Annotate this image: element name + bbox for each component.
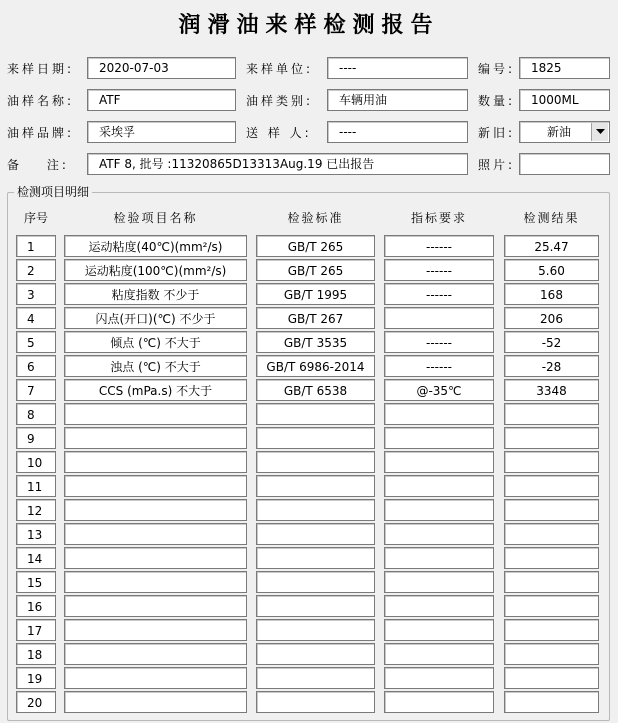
row-no-cell[interactable]: 19 xyxy=(16,667,56,689)
row-requirement-cell[interactable] xyxy=(384,547,494,569)
row-item-cell[interactable]: 闪点(开口)(℃) 不少于 xyxy=(64,307,247,329)
row-standard-cell[interactable]: GB/T 3535 xyxy=(256,331,375,353)
row-result-cell[interactable] xyxy=(504,667,599,689)
photo-label: 照片: xyxy=(478,158,516,172)
row-item-cell[interactable] xyxy=(64,643,247,665)
row-no-cell[interactable]: 18 xyxy=(16,643,56,665)
row-standard-cell[interactable] xyxy=(256,643,375,665)
quantity-label: 数量: xyxy=(478,94,516,108)
row-requirement-cell[interactable]: @-35℃ xyxy=(384,379,494,401)
row-item-cell[interactable] xyxy=(64,427,247,449)
row-item-cell[interactable]: 浊点 (℃) 不大于 xyxy=(64,355,247,377)
sender-input[interactable]: ---- xyxy=(327,121,468,143)
row-standard-cell[interactable] xyxy=(256,619,375,641)
row-requirement-cell[interactable]: ------ xyxy=(384,235,494,257)
row-requirement-cell[interactable] xyxy=(384,451,494,473)
row-no-cell[interactable]: 11 xyxy=(16,475,56,497)
row-item-cell[interactable]: 运动粘度(100℃)(mm²/s) xyxy=(64,259,247,281)
row-result-cell[interactable]: 25.47 xyxy=(504,235,599,257)
row-result-cell[interactable]: 5.60 xyxy=(504,259,599,281)
col-header-item: 检验项目名称 xyxy=(113,211,198,225)
condition-select-value: 新油 xyxy=(547,125,572,139)
row-standard-cell[interactable] xyxy=(256,499,375,521)
row-result-cell[interactable]: 3348 xyxy=(504,379,599,401)
sample-unit-input[interactable]: ---- xyxy=(327,57,468,79)
oil-brand-input[interactable]: 采埃孚 xyxy=(87,121,236,143)
row-no-cell[interactable]: 8 xyxy=(16,403,56,425)
row-result-cell[interactable] xyxy=(504,643,599,665)
row-requirement-cell[interactable] xyxy=(384,499,494,521)
row-item-cell[interactable] xyxy=(64,571,247,593)
row-result-cell[interactable]: -52 xyxy=(504,331,599,353)
oil-brand-label: 油样品牌: xyxy=(7,126,75,140)
row-no-cell[interactable]: 1 xyxy=(16,235,56,257)
row-no-cell[interactable]: 14 xyxy=(16,547,56,569)
sample-unit-label: 来样单位: xyxy=(246,62,314,76)
serial-no-label: 编号: xyxy=(478,62,516,76)
col-header-result: 检测结果 xyxy=(523,211,580,225)
row-requirement-cell[interactable] xyxy=(384,571,494,593)
row-standard-cell[interactable]: GB/T 6538 xyxy=(256,379,375,401)
dropdown-arrow-icon[interactable] xyxy=(591,123,608,141)
row-no-cell[interactable]: 17 xyxy=(16,619,56,641)
row-requirement-cell[interactable]: ------ xyxy=(384,355,494,377)
row-result-cell[interactable]: 206 xyxy=(504,307,599,329)
row-no-cell[interactable]: 15 xyxy=(16,571,56,593)
row-item-cell[interactable] xyxy=(64,523,247,545)
row-no-cell[interactable]: 13 xyxy=(16,523,56,545)
row-no-cell[interactable]: 2 xyxy=(16,259,56,281)
row-standard-cell[interactable] xyxy=(256,595,375,617)
oil-name-label: 油样名称: xyxy=(7,94,75,108)
row-item-cell[interactable]: 粘度指数 不少于 xyxy=(64,283,247,305)
row-result-cell[interactable]: 168 xyxy=(504,283,599,305)
sample-date-input[interactable]: 2020-07-03 xyxy=(87,57,236,79)
row-result-cell[interactable] xyxy=(504,403,599,425)
row-item-cell[interactable]: CCS (mPa.s) 不大于 xyxy=(64,379,247,401)
row-result-cell[interactable] xyxy=(504,475,599,497)
row-result-cell[interactable] xyxy=(504,595,599,617)
oil-category-input[interactable]: 车辆用油 xyxy=(327,89,468,111)
row-result-cell[interactable] xyxy=(504,571,599,593)
row-result-cell[interactable] xyxy=(504,547,599,569)
row-standard-cell[interactable] xyxy=(256,523,375,545)
row-item-cell[interactable] xyxy=(64,619,247,641)
row-standard-cell[interactable]: GB/T 265 xyxy=(256,259,375,281)
col-header-standard: 检验标准 xyxy=(287,211,344,225)
photo-input[interactable] xyxy=(519,153,610,175)
row-requirement-cell[interactable]: ------ xyxy=(384,331,494,353)
row-requirement-cell[interactable] xyxy=(384,403,494,425)
row-item-cell[interactable] xyxy=(64,667,247,689)
row-result-cell[interactable] xyxy=(504,619,599,641)
row-no-cell[interactable]: 3 xyxy=(16,283,56,305)
row-no-cell[interactable]: 12 xyxy=(16,499,56,521)
remarks-input[interactable]: ATF 8, 批号 :11320865D13313Aug.19 已出报告 xyxy=(87,153,468,175)
col-header-requirement: 指标要求 xyxy=(410,211,467,225)
row-requirement-cell[interactable]: ------ xyxy=(384,259,494,281)
row-standard-cell[interactable] xyxy=(256,547,375,569)
row-requirement-cell[interactable] xyxy=(384,643,494,665)
row-item-cell[interactable] xyxy=(64,403,247,425)
row-item-cell[interactable] xyxy=(64,499,247,521)
row-requirement-cell[interactable] xyxy=(384,523,494,545)
oil-name-input[interactable]: ATF xyxy=(87,89,236,111)
row-item-cell[interactable]: 倾点 (℃) 不大于 xyxy=(64,331,247,353)
row-item-cell[interactable] xyxy=(64,451,247,473)
row-item-cell[interactable]: 运动粘度(40℃)(mm²/s) xyxy=(64,235,247,257)
row-requirement-cell[interactable] xyxy=(384,307,494,329)
row-standard-cell[interactable] xyxy=(256,691,375,713)
row-item-cell[interactable] xyxy=(64,475,247,497)
row-requirement-cell[interactable]: ------ xyxy=(384,283,494,305)
details-group-title: 检测项目明细 xyxy=(14,185,92,199)
row-result-cell[interactable] xyxy=(504,523,599,545)
sender-label: 送 样 人: xyxy=(246,126,312,140)
row-standard-cell[interactable] xyxy=(256,427,375,449)
row-standard-cell[interactable] xyxy=(256,475,375,497)
condition-label: 新旧: xyxy=(478,126,516,140)
row-standard-cell[interactable]: GB/T 6986-2014 xyxy=(256,355,375,377)
row-no-cell[interactable]: 4 xyxy=(16,307,56,329)
row-standard-cell[interactable]: GB/T 267 xyxy=(256,307,375,329)
row-no-cell[interactable]: 9 xyxy=(16,427,56,449)
serial-no-input[interactable]: 1825 xyxy=(519,57,610,79)
row-item-cell[interactable] xyxy=(64,691,247,713)
row-result-cell[interactable] xyxy=(504,427,599,449)
row-standard-cell[interactable] xyxy=(256,403,375,425)
row-no-cell[interactable]: 6 xyxy=(16,355,56,377)
row-standard-cell[interactable]: GB/T 265 xyxy=(256,235,375,257)
row-requirement-cell[interactable] xyxy=(384,475,494,497)
condition-select[interactable] xyxy=(519,121,610,143)
oil-category-label: 油样类别: xyxy=(246,94,314,108)
quantity-input[interactable]: 1000ML xyxy=(519,89,610,111)
row-no-cell[interactable]: 5 xyxy=(16,331,56,353)
row-no-cell[interactable]: 10 xyxy=(16,451,56,473)
row-item-cell[interactable] xyxy=(64,547,247,569)
row-requirement-cell[interactable] xyxy=(384,427,494,449)
row-result-cell[interactable] xyxy=(504,451,599,473)
remarks-label: 备 注: xyxy=(7,158,69,172)
row-result-cell[interactable]: -28 xyxy=(504,355,599,377)
row-requirement-cell[interactable] xyxy=(384,691,494,713)
row-requirement-cell[interactable] xyxy=(384,619,494,641)
row-requirement-cell[interactable] xyxy=(384,667,494,689)
sample-date-label: 来样日期: xyxy=(7,62,75,76)
row-result-cell[interactable] xyxy=(504,691,599,713)
row-no-cell[interactable]: 20 xyxy=(16,691,56,713)
row-standard-cell[interactable]: GB/T 1995 xyxy=(256,283,375,305)
row-no-cell[interactable]: 16 xyxy=(16,595,56,617)
row-standard-cell[interactable] xyxy=(256,571,375,593)
row-no-cell[interactable]: 7 xyxy=(16,379,56,401)
row-result-cell[interactable] xyxy=(504,499,599,521)
report-title: 润滑油来样检测报告 xyxy=(178,12,440,38)
row-requirement-cell[interactable] xyxy=(384,595,494,617)
col-header-no: 序号 xyxy=(23,211,48,225)
row-item-cell[interactable] xyxy=(64,595,247,617)
row-standard-cell[interactable] xyxy=(256,451,375,473)
row-standard-cell[interactable] xyxy=(256,667,375,689)
